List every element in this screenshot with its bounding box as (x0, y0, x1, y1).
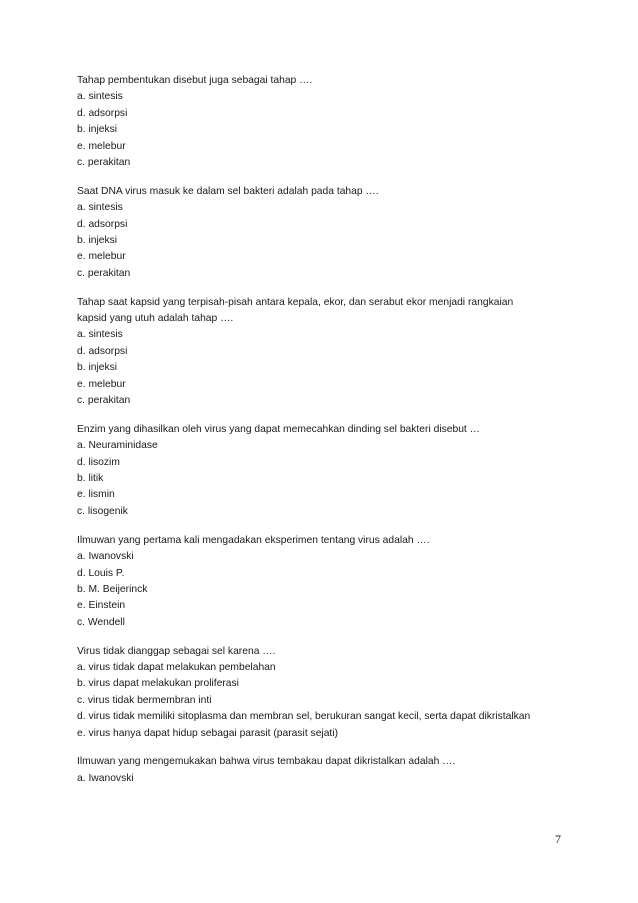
question-6 (77, 644, 577, 742)
answer-option: c. perakitan (77, 395, 131, 407)
answer-option: a. Neuraminidase (77, 440, 158, 452)
answer-option: e. melebur (77, 140, 126, 152)
answer-option: b. M. Beijerinck (77, 583, 148, 595)
question-text: Ilmuwan yang mengemukakan bahwa virus tembakau dapat dikristalkan adalah …. (77, 756, 456, 768)
answer-option: c. perakitan (77, 267, 131, 279)
answer-option: d. Louis P. (77, 567, 125, 579)
question-text: Tahap pembentukan disebut juga sebagai tahap …. (77, 75, 313, 86)
answer-option: a. Iwanovski (77, 772, 134, 784)
answer-option: c. lisogenik (77, 505, 128, 517)
answer-option: b. litik (77, 473, 104, 485)
question-text: kapsid yang utuh adalah tahap …. (77, 313, 234, 325)
question-1 (77, 73, 577, 171)
question-2 (77, 184, 577, 282)
question-text: Ilmuwan yang pertama kali mengadakan eksperimen tentang virus adalah …. (77, 534, 430, 546)
answer-option: c. virus tidak bermembran inti (77, 694, 212, 706)
answer-option: b. injeksi (77, 235, 118, 247)
answer-option: c. perakitan (77, 156, 131, 168)
question-5 (77, 533, 577, 631)
answer-option: b. injeksi (77, 124, 118, 136)
question-text: Saat DNA virus masuk ke dalam sel bakteri adalah pada tahap …. (77, 185, 379, 197)
answer-option: a. virus tidak dapat melakukan pembelahan (77, 662, 276, 673)
answer-option: d. virus tidak memiliki sitoplasma dan membran sel, berukuran sangat kecil, serta dapat dikristalkan (77, 711, 531, 723)
answer-option: d. lisozim (77, 456, 120, 468)
question-text: Enzim yang dihasilkan oleh virus yang dapat memecahkan dinding sel bakteri disebut … (77, 423, 480, 435)
answer-option: e. virus hanya dapat hidup sebagai parasit (parasit sejati) (77, 727, 339, 739)
answer-option: e. lismin (77, 489, 115, 501)
question-7 (77, 754, 577, 787)
page-number: 7 (555, 832, 561, 846)
answer-option: d. adsorpsi (77, 107, 128, 119)
answer-option: c. Wendell (77, 616, 125, 628)
question-text: Tahap saat kapsid yang terpisah-pisah antara kepala, ekor, dan serabut ekor menjadi rangkaian (77, 296, 514, 308)
question-list (77, 73, 577, 800)
answer-option: e. Einstein (77, 600, 126, 612)
question-4 (77, 422, 577, 520)
answer-option: d. adsorpsi (77, 218, 128, 230)
question-text: Virus tidak dianggap sebagai sel karena …. (77, 645, 276, 657)
answer-option: a. Iwanovski (77, 551, 134, 563)
answer-option: e. melebur (77, 378, 126, 390)
answer-option: a. sintesis (77, 91, 123, 103)
question-3 (77, 295, 577, 410)
answer-option: a. sintesis (77, 202, 123, 214)
answer-option: e. melebur (77, 251, 126, 263)
answer-option: d. adsorpsi (77, 345, 128, 357)
answer-option: b. virus dapat melakukan proliferasi (77, 678, 239, 690)
answer-option: a. sintesis (77, 329, 123, 341)
answer-option: b. injeksi (77, 362, 118, 374)
